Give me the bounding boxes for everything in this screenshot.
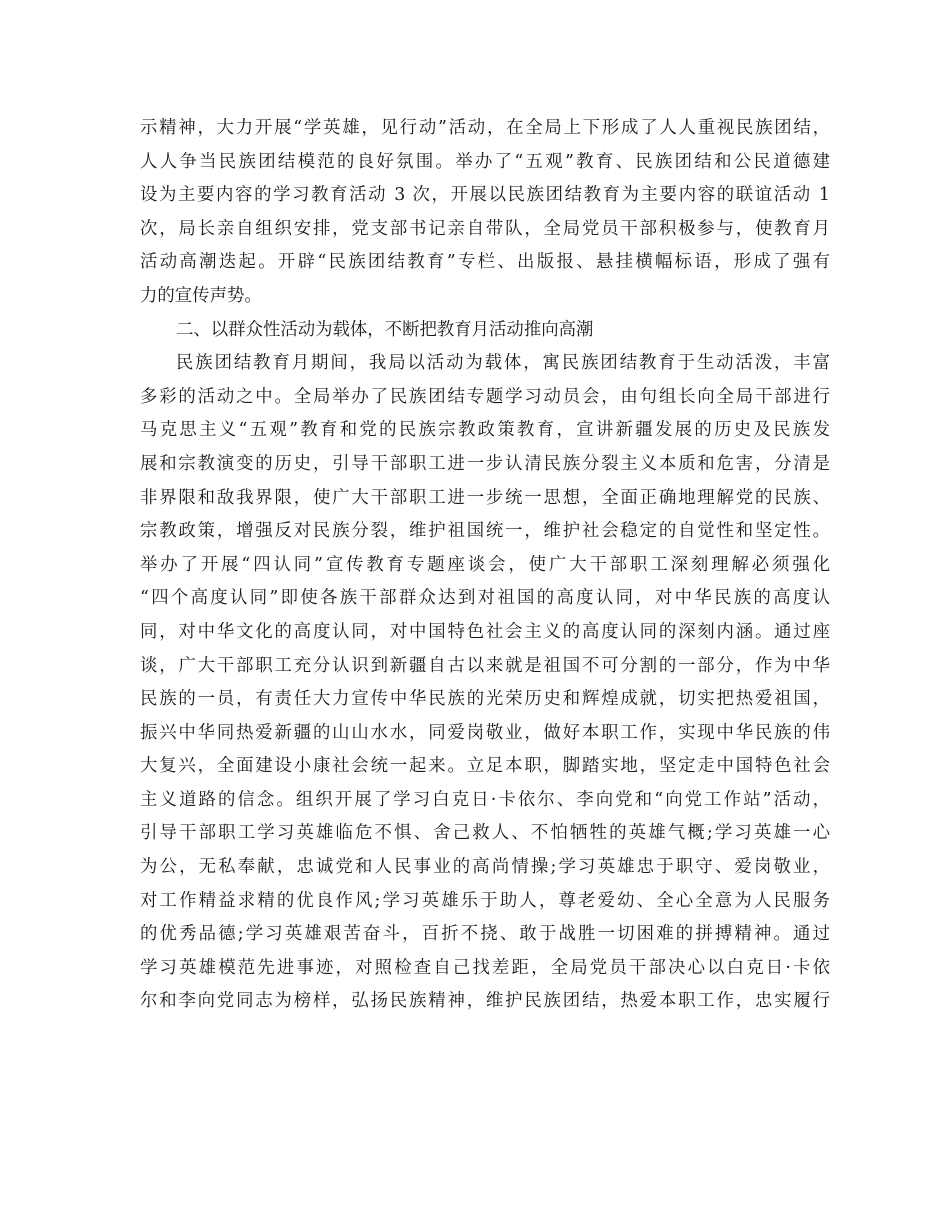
text-line: 学习英雄模范先进事迹，对照检查自己找差距，全局党员干部决心以白克日·卡依 (140, 957, 830, 978)
text-line: 民族团结教育月期间，我局以活动为载体，寓民族团结教育于生动活泼，丰富 (176, 353, 830, 374)
text-line: “四个高度认同”即使各族干部群众达到对祖国的高度认同，对中华民族的高度认 (140, 588, 830, 609)
text-line: 谈，广大干部职工充分认识到新疆自古以来就是祖国不可分割的一部分，作为中华 (140, 655, 830, 676)
text-line: 主义道路的信念。组织开展了学习白克日·卡依尔、李向党和“向党工作站”活动， (140, 789, 830, 810)
text-line: 展和宗教演变的历史，引导干部职工进一步认清民族分裂主义本质和危害，分清是 (140, 453, 830, 474)
text-line: 马克思主义“五观”教育和党的民族宗教政策教育，宣讲新疆发展的历史及民族发 (140, 420, 830, 441)
text-line: 大复兴，全面建设小康社会统一起来。立足本职，脚踏实地，坚定走中国特色社会 (140, 756, 830, 777)
text-line: 引导干部职工学习英雄临危不惧、舍己救人、不怕牺牲的英雄气概;学习英雄一心 (140, 823, 830, 844)
text-line: 示精神，大力开展“学英雄，见行动”活动，在全局上下形成了人人重视民族团结， (140, 118, 830, 138)
text-line: 次，局长亲自组织安排，党支部书记亲自带队，全局党员干部积极参与，使教育月 (140, 218, 830, 239)
text-line: 宗教政策，增强反对民族分裂，维护祖国统一，维护社会稳定的自觉性和坚定性。 (140, 521, 830, 542)
text-line: 非界限和敌我界限，使广大干部职工进一步统一思想，全面正确地理解党的民族、 (140, 487, 830, 508)
text-line: 同，对中华文化的高度认同，对中国特色社会主义的高度认同的深刻内涵。通过座 (140, 621, 830, 642)
text-line: 多彩的活动之中。全局举办了民族团结专题学习动员会，由句组长向全局干部进行 (140, 386, 830, 407)
text-line: 振兴中华同热爱新疆的山山水水，同爱岗敬业，做好本职工作，实现中华民族的伟 (140, 722, 830, 743)
text-line: 举办了开展“四认同”宣传教育专题座谈会，使广大干部职工深刻理解必须强化 (140, 554, 830, 575)
text-line: 活动高潮迭起。开辟“民族团结教育”专栏、出版报、悬挂横幅标语，形成了强有 (140, 252, 830, 273)
text-line: 为公，无私奉献，忠诚党和人民事业的高尚情操;学习英雄忠于职守、爱岗敬业， (140, 857, 830, 878)
text-line: 设为主要内容的学习教育活动 3 次，开展以民族团结教育为主要内容的联谊活动 1 (140, 185, 830, 206)
text-line: 民族的一员，有责任大力宣传中华民族的光荣历史和辉煌成就，切实把热爱祖国， (140, 689, 830, 710)
text-line: 人人争当民族团结模范的良好氛围。举办了“五观”教育、民族团结和公民道德建 (140, 151, 830, 172)
body-text (140, 112, 830, 1019)
text-line: 力的宣传声势。 (140, 285, 262, 306)
section-heading: 二、以群众性活动为载体，不断把教育月活动推向高潮 (176, 319, 594, 340)
text-line: 的优秀品德;学习英雄艰苦奋斗，百折不挠、敢于战胜一切困难的拼搏精神。通过 (140, 924, 830, 945)
text-line: 尔和李向党同志为榜样，弘扬民族精神，维护民族团结，热爱本职工作，忠实履行 (140, 991, 830, 1012)
text-line: 对工作精益求精的优良作风;学习英雄乐于助人，尊老爱幼、全心全意为人民服务 (140, 890, 830, 911)
